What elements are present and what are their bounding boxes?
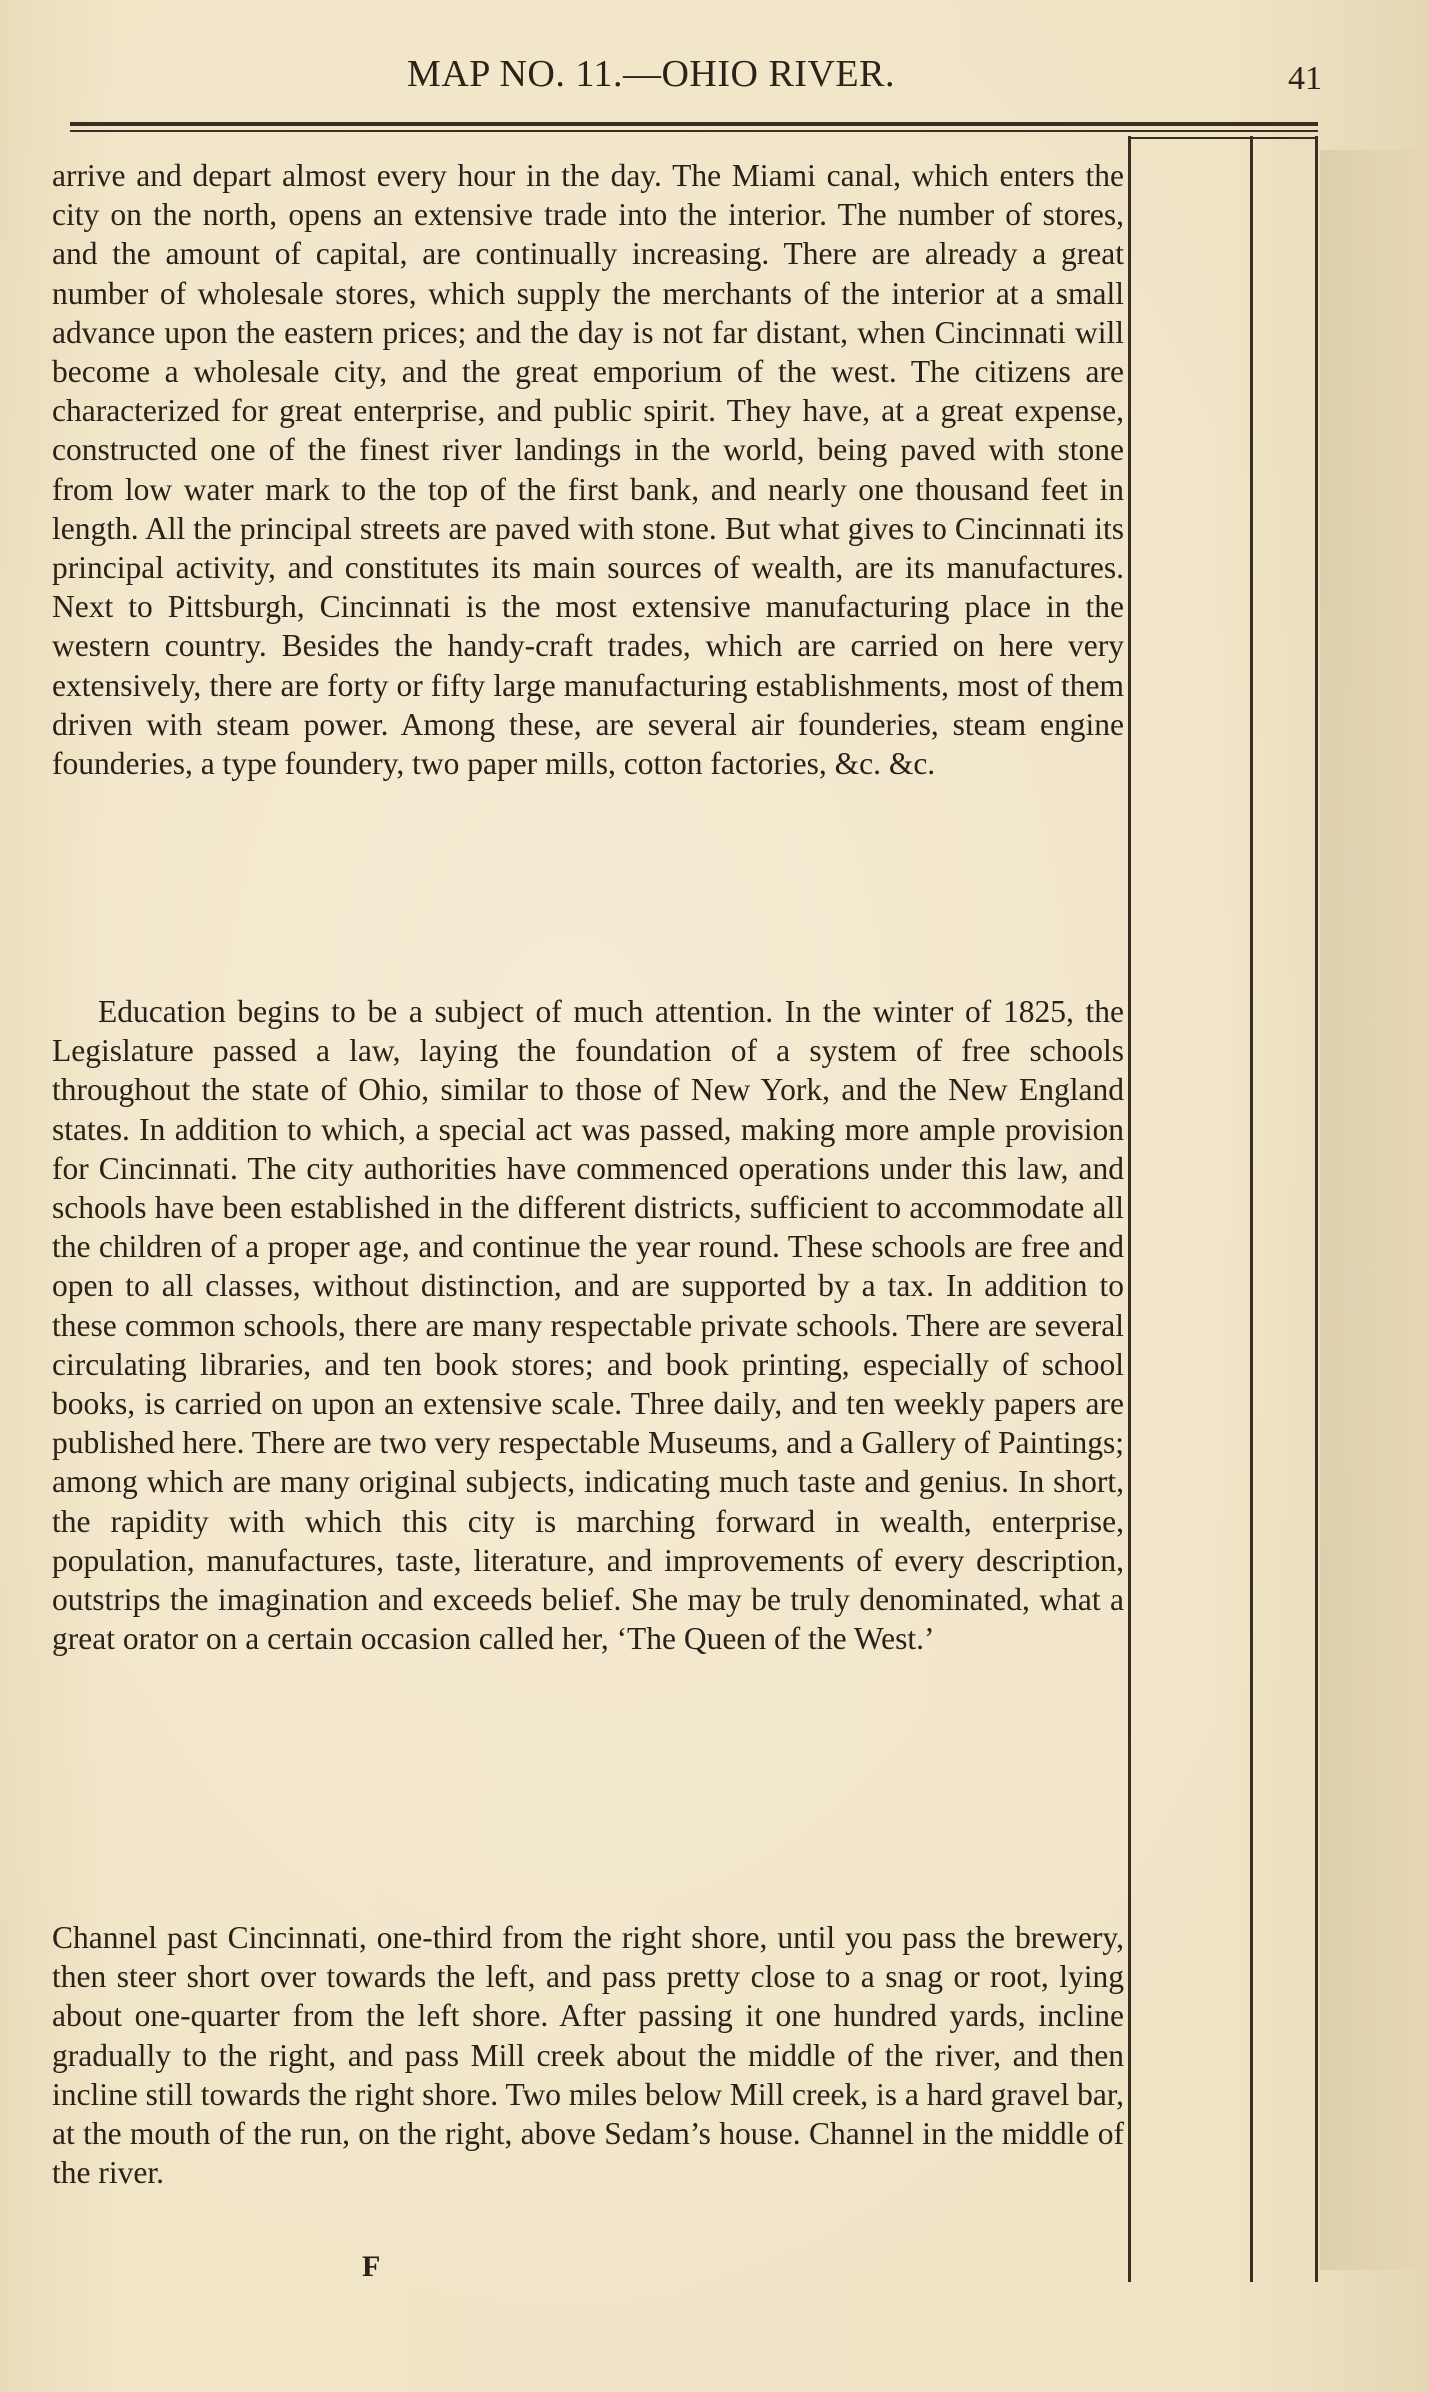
paragraph-text: Education begins to be a subject of much attention. In the winter of 1825, the Legislature passed a law, laying the foundation of a system of free schools throughout the state of Ohio, similar to those of New York, and the New England states. In addition to which, a special act was passed, making more ample provision for Cincinnati. The city authorities have commenced operations under this law, and schools have been established in the different districts, sufficient to accommodate all the children of a proper age, and continue the year round. These schools are free and open to all classes, without distinction, and are supported by a tax. In addition to these common schools, there are many respectable private schools. There are several circulating libraries, and ten book stores; and book printing, especially of school books, is carried on upon an extensive scale. Three daily, and ten weekly papers are published here. There are two very respectable Museums, and a Gallery of Paintings; among which are many original subjects, indicating much taste and genius. In short, the rapidity with which this city is marching forward in wealth, enterprise, population, manufactures, taste, literature, and improvements of every description, outstrips the imagination and exceeds belief. She may be truly denominated, what a great orator on a certain occasion called her, ‘The Queen of the West.’ [52, 994, 1124, 1657]
header-rule-thin [70, 130, 1318, 132]
header-rule-thick [70, 122, 1318, 126]
paragraph-cincinnati-commerce [52, 156, 1124, 783]
signature-mark: F [362, 2250, 381, 2283]
page-number: 41 [1288, 60, 1322, 97]
paragraph-education [52, 992, 1124, 1658]
facing-page-bleed [1320, 150, 1429, 2270]
running-title: MAP NO. 11.—OHIO RIVER. [407, 53, 895, 95]
column-divider-left [1128, 136, 1131, 2282]
paragraph-channel-directions [52, 1918, 1124, 2192]
paragraph-text: Channel past Cincinnati, one-third from the right shore, until you pass the brewery, then steer short over towards the left, and pass pretty close to a snag or root, lying about one-quarter from the left shore. After passing it one hundred yards, incline gradually to the right, and pass Mill creek about the middle of the river, and then incline still towards the right shore. Two miles below Mill creek, is a hard gravel bar, at the mouth of the run, on the right, above Sedam’s house. Channel in the middle of the river. [52, 1920, 1124, 2191]
paragraph-text: arrive and depart almost every hour in the day. The Miami canal, which enters the city on the north, opens an extensive trade into the interior. The number of stores, and the amount of capital, are continually increasing. There are already a great number of wholesale stores, which supply the merchants of the interior at a small advance upon the eastern prices; and the day is not far distant, when Cincinnati will become a wholesale city, and the great emporium of the west. The citizens are characterized for great enterprise, and public spirit. They have, at a great expense, constructed one of the finest river landings in the world, being paved with stone from low water mark to the top of the first bank, and nearly one thousand feet in length. All the principal streets are paved with stone. But what gives to Cincinnati its principal activity, and constitutes its main sources of wealth, are its manufactures. Next to Pittsburgh, Cincinnati is the most extensive manufacturing place in the western country. Besides the handy-craft trades, which are carried on here very extensively, there are forty or fifty large manufacturing establishments, most of them driven with steam power. Among these, are several air founderies, steam engine founderies, a type foundery, two paper mills, cotton factories, &c. &c. [52, 158, 1124, 782]
column-divider-right [1315, 136, 1318, 2282]
column-divider-middle [1250, 136, 1253, 2282]
margin-column-rule [1130, 137, 1318, 139]
